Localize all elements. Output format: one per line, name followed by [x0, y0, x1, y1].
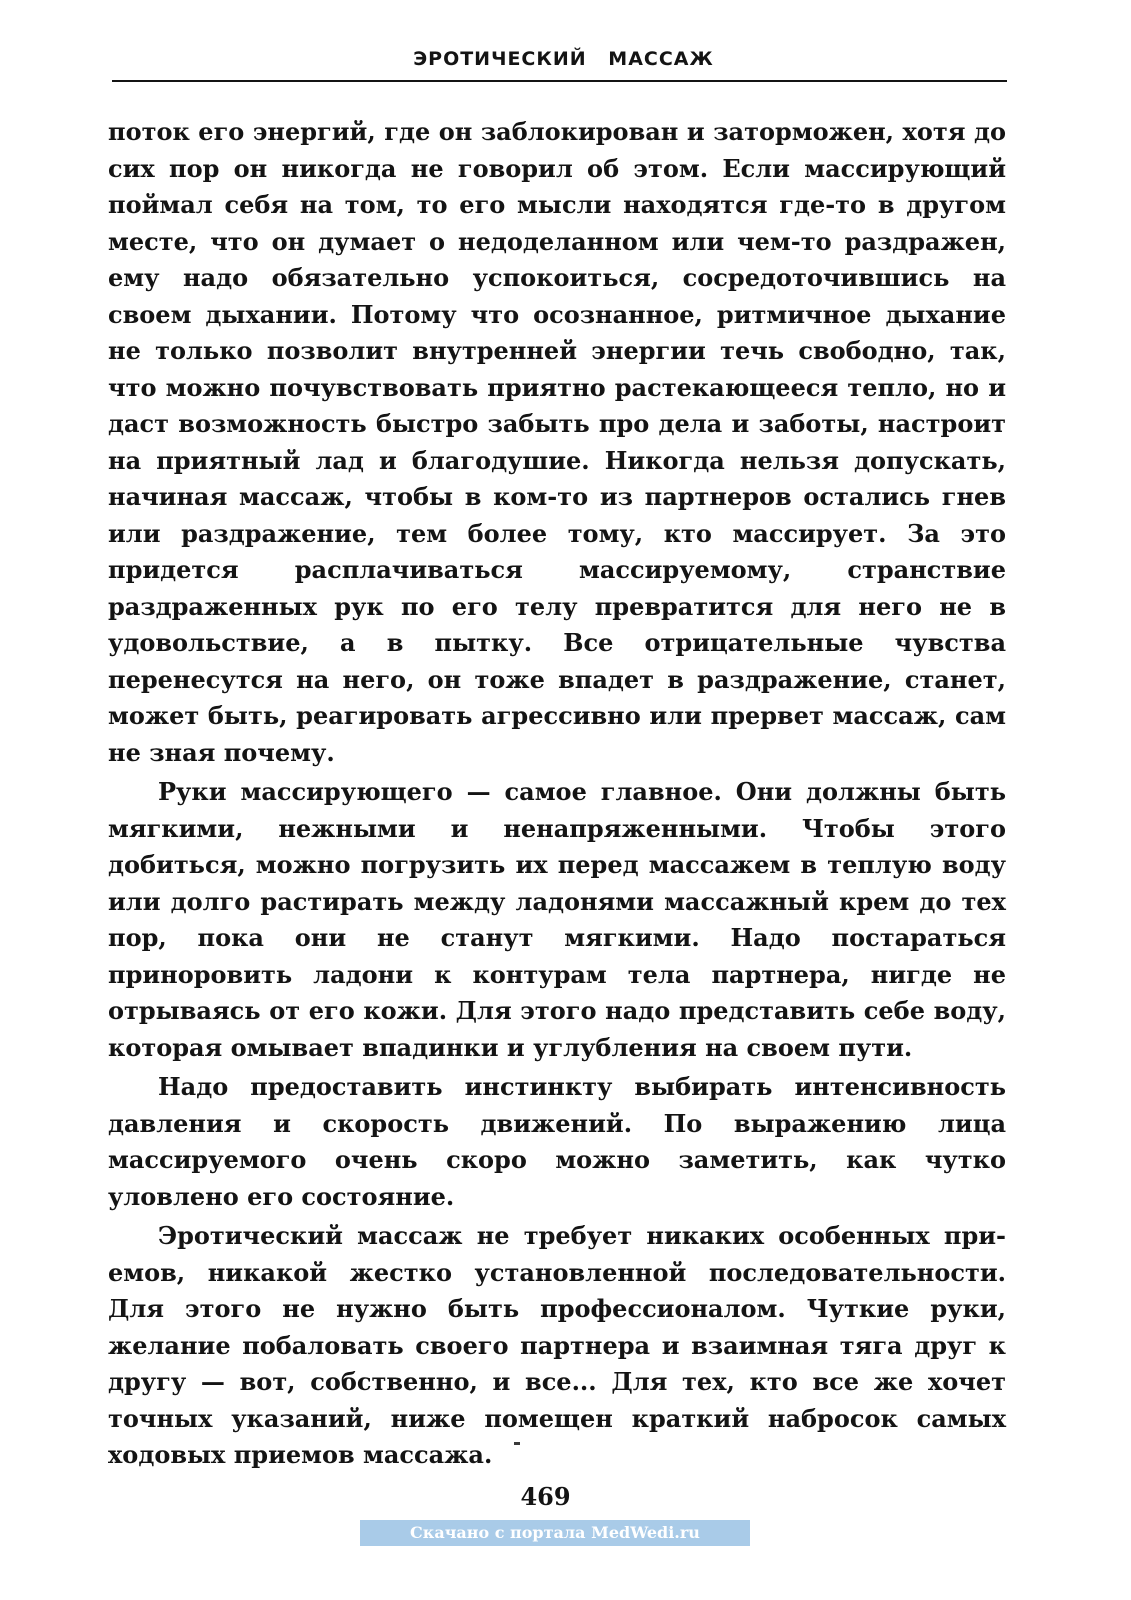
paragraph-techniques: Эротический массаж не требует никаких особенных приемов, никакой жестко установленной последовательности. Для этого не нужно быть профессионалом. Чуткие руки, желание побаловать своего партнера и взаимная тяга друг к другу — вот, собственно, и все... Для тех, кто все же хочет точных указаний, ниже помещен краткий набросок самых ходовых приемов массажа. [108, 1221, 1006, 1469]
page-number: 469 [520, 1482, 571, 1511]
print-speck [514, 1442, 520, 1445]
download-watermark: Скачано с портала MedWedi.ru [360, 1520, 750, 1546]
header-rule [112, 80, 1007, 82]
paragraph-instinct: Надо предоставить инстинкту выбирать интенсивность давления и скорость движений. По выражению лица массируемого очень скоро можно заметить, как чутко уловлено его состояние. [108, 1072, 1006, 1211]
page-text [108, 114, 1006, 1474]
paragraph-hands: Руки массирующего — самое главное. Они должны быть мягкими, нежными и ненапряженными. Чтобы этого добиться, можно погрузить их перед массажем в теплую воду или долго растирать между ладонями массажный крем до тех пор, пока они не станут мягкими. Надо постараться приноровить ладони к контурам тела партнера, нигде не отрываясь от его кожи. Для этого надо представить себе воду, которая омывает впадинки и углубления на своем пути. [108, 777, 1006, 1062]
running-title: ЭРОТИЧЕСКИЙ МАССАЖ [413, 48, 714, 70]
paragraph-continued: поток его энергий, где он заблокирован и заторможен, хотя до сих пор он никогда не говорил об этом. Если массирующий поймал себя на том, то его мысли находятся где-то в другом месте, что он думает о недоделанном или чем-то раздражен, ему надо обязательно успокоиться, сосредоточившись на своем дыхании. Потому что осознанное, ритмичное дыхание не только позволит внутренней энергии течь свободно, так, что можно почувствовать приятно растекающееся тепло, но и даст возможность быстро забыть про дела и заботы, настроит на приятный лад и благодушие. Никогда нельзя допускать, начиная массаж, чтобы в ком-то из партнеров остались гнев или раздражение, тем более тому, кто массирует. За это придется расплачиваться массируемому, странствие раздраженных рук по его телу превратится для него не в удовольствие, а в пытку. Все отрицательные чувства перенесутся на него, он тоже впадет в раздражение, станет, может быть, реагировать агрессивно или прервет массаж, сам не зная почему. [108, 117, 1006, 767]
